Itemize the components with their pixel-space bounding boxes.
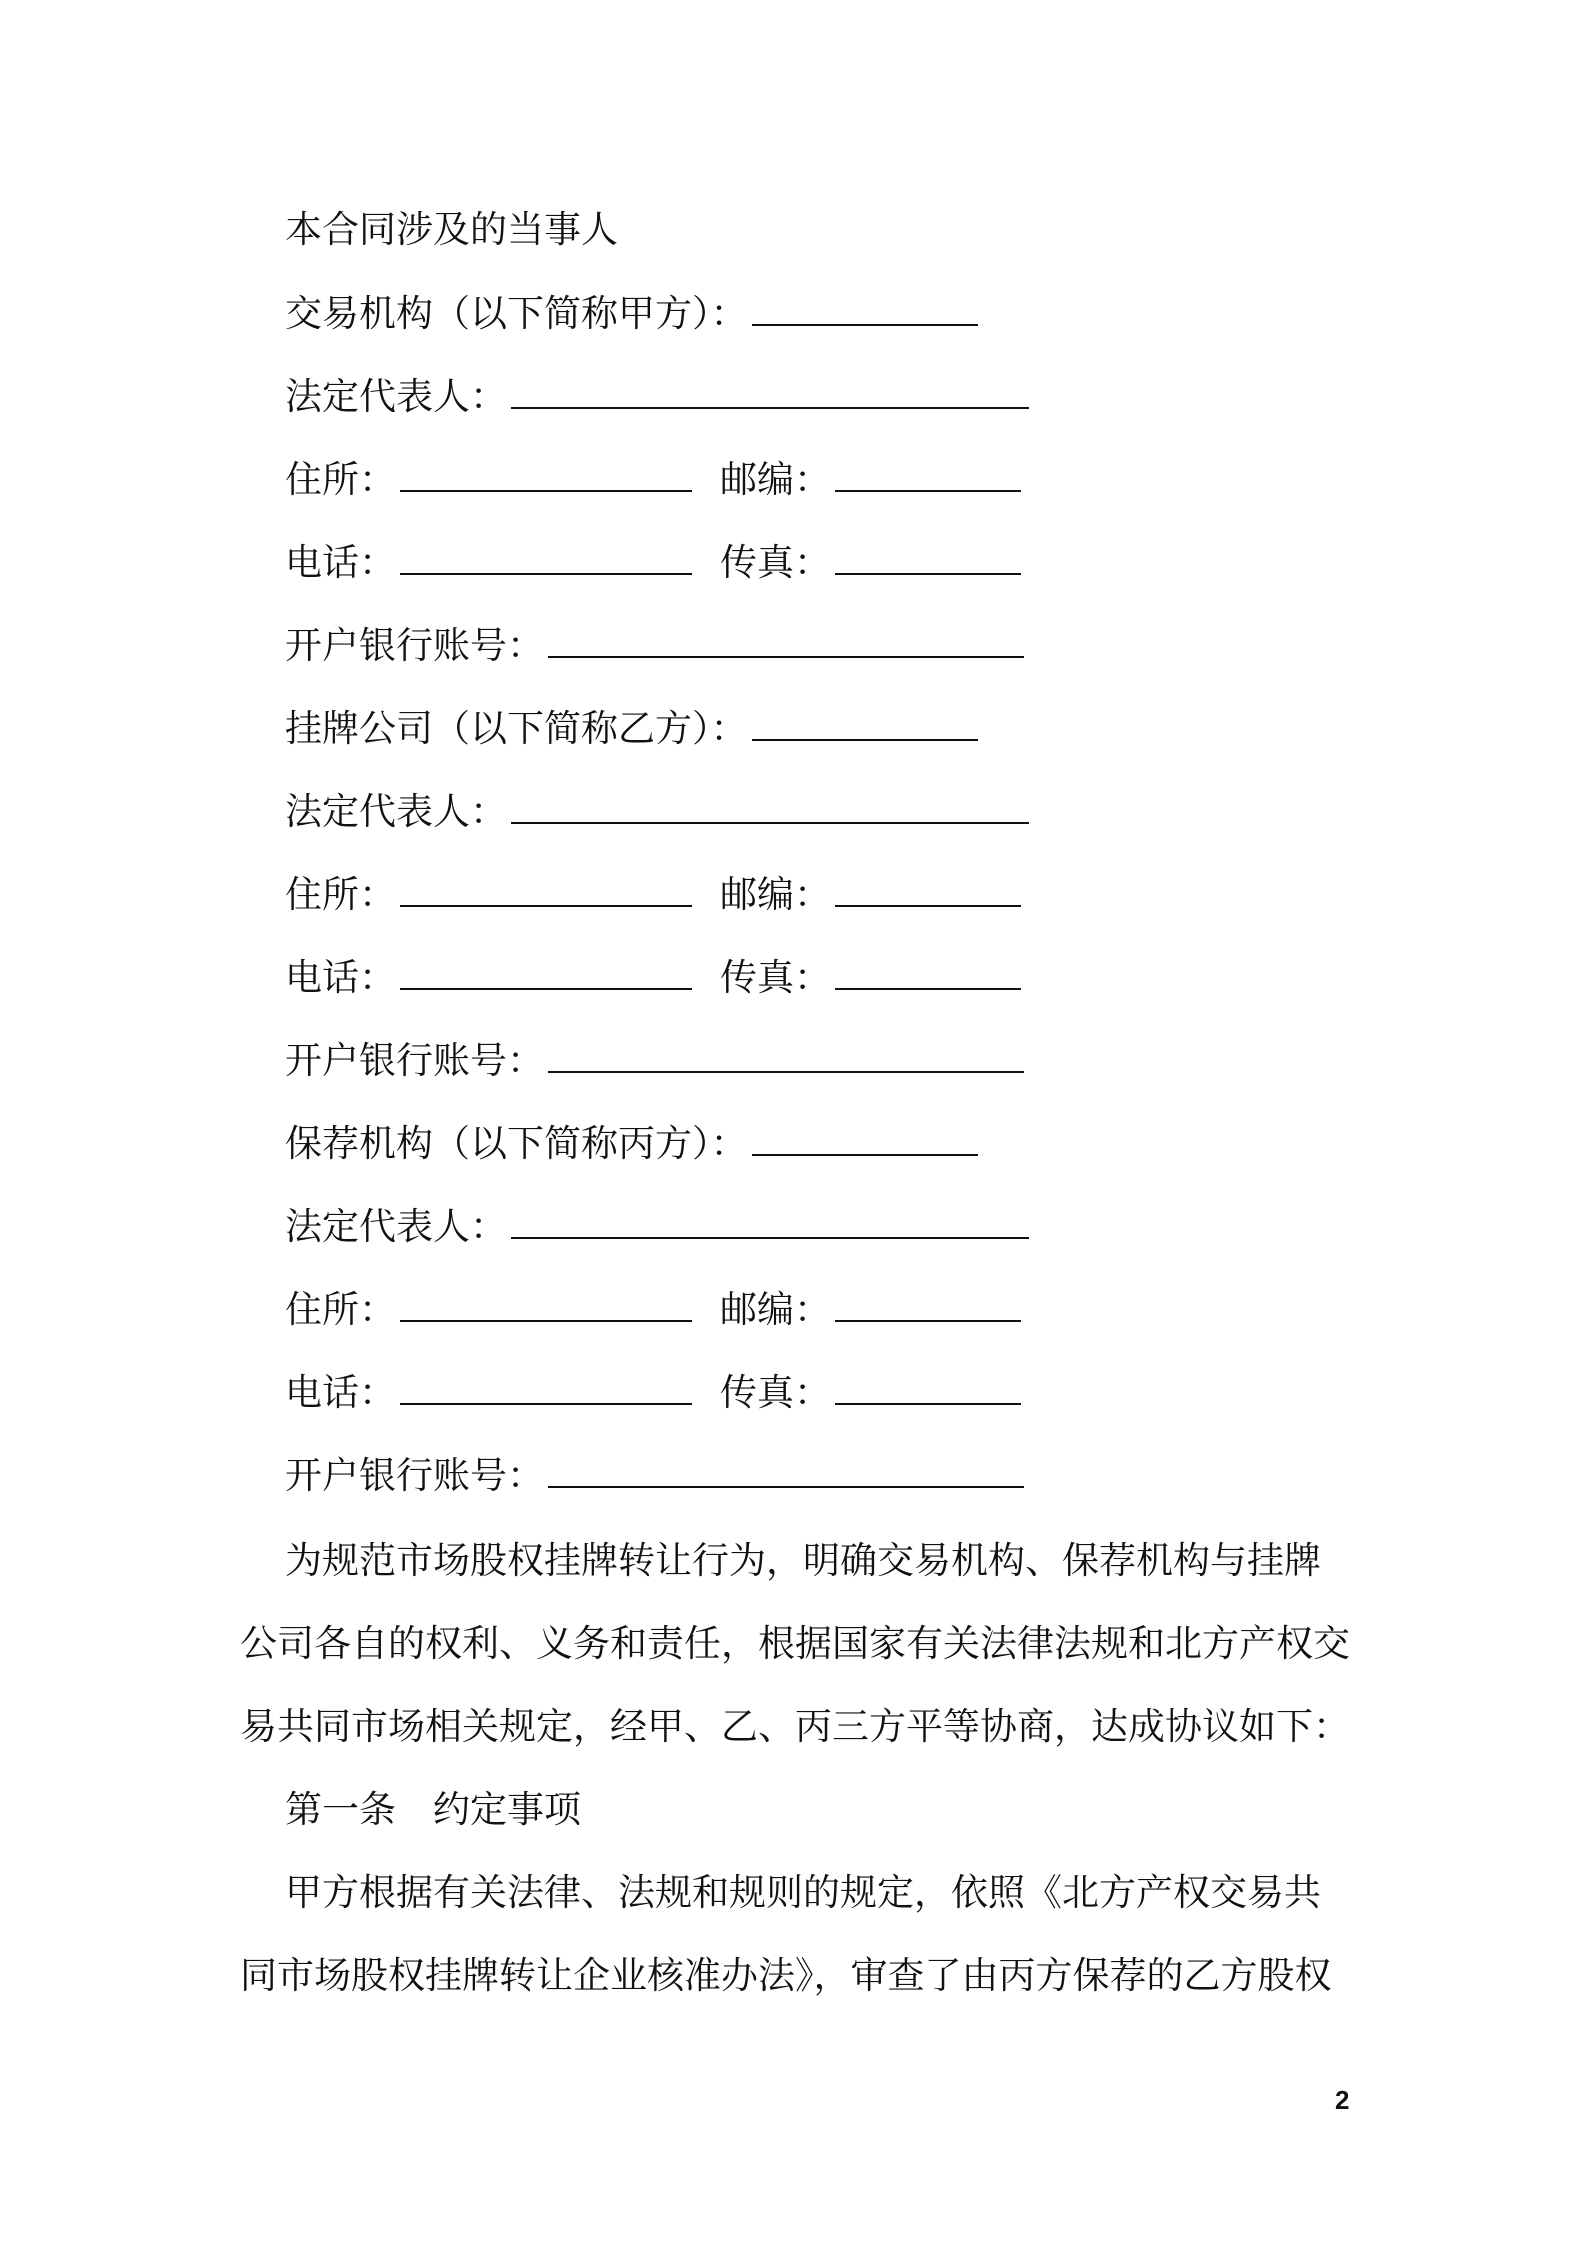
- party-c-phone-blank[interactable]: [400, 1369, 692, 1405]
- intro-line-2: 公司各自的权利、义务和责任，根据国家有关法律法规和北方产权交: [240, 1622, 1350, 1665]
- party-a-address-row: 住所： 邮编：: [285, 456, 1021, 503]
- party-c-name-blank[interactable]: [752, 1120, 978, 1156]
- page-number: 2: [1335, 2085, 1350, 2115]
- intro-line-3: 易共同市场相关规定，经甲、乙、丙三方平等协商，达成协议如下：: [240, 1705, 1350, 1748]
- party-c-bank-blank[interactable]: [548, 1452, 1024, 1488]
- party-c-postcode-blank[interactable]: [835, 1286, 1021, 1322]
- party-a-bank-row: 开户银行账号：: [285, 622, 1024, 669]
- party-a-bank-blank[interactable]: [548, 622, 1024, 658]
- party-b-legal-rep-blank[interactable]: [511, 788, 1029, 824]
- party-b-phone-row: 电话： 传真：: [285, 954, 1021, 1001]
- party-b-phone-blank[interactable]: [400, 954, 692, 990]
- party-b-legal-rep: 法定代表人：: [285, 788, 1029, 835]
- party-b-postcode-blank[interactable]: [835, 871, 1021, 907]
- party-a-fax-blank[interactable]: [835, 539, 1021, 575]
- party-a-legal-rep: 法定代表人：: [285, 373, 1029, 420]
- party-c-address-blank[interactable]: [400, 1286, 692, 1322]
- party-c-title: 保荐机构（以下简称丙方）：: [285, 1120, 978, 1167]
- article-1-line-2: 同市场股权挂牌转让企业核准办法》，审查了由丙方保荐的乙方股权: [240, 1954, 1332, 1997]
- party-a-title: 交易机构（以下简称甲方）：: [285, 290, 978, 337]
- party-b-address-blank[interactable]: [400, 871, 692, 907]
- article-1-line-1: 甲方根据有关法律、法规和规则的规定，依照《北方产权交易共: [285, 1871, 1321, 1914]
- party-c-bank-row: 开户银行账号：: [285, 1452, 1024, 1499]
- party-b-bank-blank[interactable]: [548, 1037, 1024, 1073]
- party-a-address-blank[interactable]: [400, 456, 692, 492]
- party-a-phone-row: 电话： 传真：: [285, 539, 1021, 586]
- party-c-fax-blank[interactable]: [835, 1369, 1021, 1405]
- party-c-phone-row: 电话： 传真：: [285, 1369, 1021, 1416]
- party-a-legal-rep-blank[interactable]: [511, 373, 1029, 409]
- party-a-postcode-blank[interactable]: [835, 456, 1021, 492]
- party-b-fax-blank[interactable]: [835, 954, 1021, 990]
- party-a-name-blank[interactable]: [752, 290, 978, 326]
- party-c-legal-rep-blank[interactable]: [511, 1203, 1029, 1239]
- party-b-bank-row: 开户银行账号：: [285, 1037, 1024, 1084]
- party-b-title: 挂牌公司（以下简称乙方）：: [285, 705, 978, 752]
- party-b-name-blank[interactable]: [752, 705, 978, 741]
- parties-heading: 本合同涉及的当事人: [285, 208, 618, 251]
- party-c-address-row: 住所： 邮编：: [285, 1286, 1021, 1333]
- intro-line-1: 为规范市场股权挂牌转让行为，明确交易机构、保荐机构与挂牌: [285, 1539, 1321, 1582]
- party-a-phone-blank[interactable]: [400, 539, 692, 575]
- article-1-title: 第一条 约定事项: [285, 1788, 581, 1831]
- party-c-legal-rep: 法定代表人：: [285, 1203, 1029, 1250]
- party-b-address-row: 住所： 邮编：: [285, 871, 1021, 918]
